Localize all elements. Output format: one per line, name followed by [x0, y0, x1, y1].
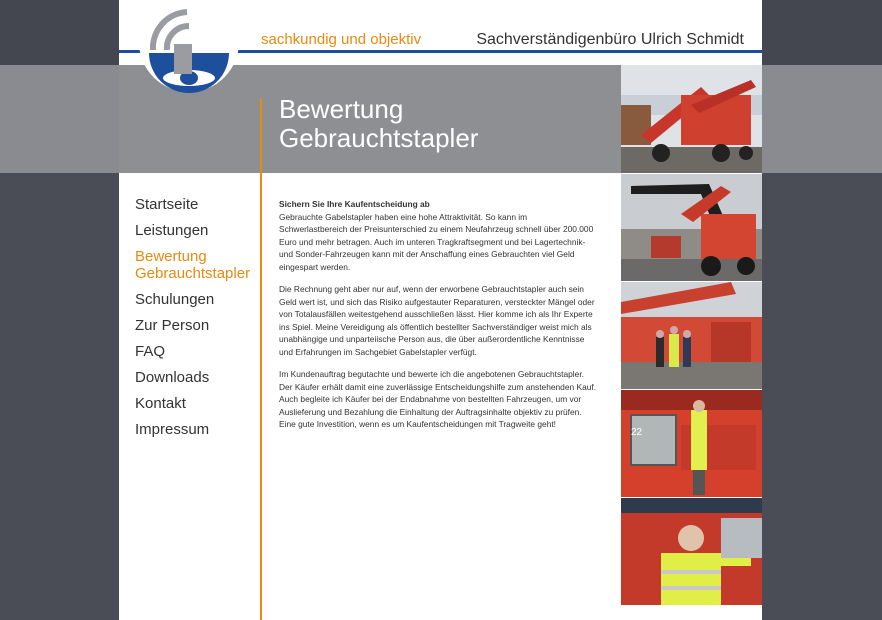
nav-item-zur-person[interactable]: Zur Person	[135, 317, 210, 334]
nav-item-bewertung-gebrauchtstapler[interactable]: Bewertung Gebrauchtstapler	[135, 248, 251, 282]
office-name: Sachverständigenbüro Ulrich Schmidt	[476, 31, 744, 48]
nav-item-impressum[interactable]: Impressum	[135, 421, 210, 438]
nav-item-kontakt[interactable]: Kontakt	[135, 395, 186, 412]
main-navigation	[135, 196, 260, 447]
page-title-line-1: Bewertung	[279, 94, 404, 124]
page-container	[119, 0, 762, 620]
nav-item-faq[interactable]: FAQ	[135, 343, 166, 360]
page-title	[279, 95, 478, 153]
photo-inspection-team	[621, 282, 762, 389]
photo-column	[621, 65, 762, 605]
photo-cab-worker	[621, 390, 762, 497]
content-lead: Sichern Sie Ihre Kaufentscheidung ab	[279, 199, 430, 209]
page-title-line-2: Gebrauchtstapler	[279, 123, 479, 153]
nav-item-schulungen[interactable]: Schulungen	[135, 291, 215, 308]
content-paragraph-3: Im Kundenauftrag begutachte und bewerte ich die angebotenen Gebrauchtstapler. Der Käufer erhält damit eine zuverlässige Entscheidungshilfe zum anstehenden Kauf. Auch begleite ich Käufer bei der Endabnahme von bestellten Fahrzeugen, um vor Auslieferung und Bezahlung die Einhaltung der Auftragsinhalte objektiv zu prüfen. Eine gute Investition, wenn es um Kaufentscheidungen mit Tragweite geht!	[279, 369, 597, 429]
content-paragraph-2: Die Rechnung geht aber nur auf, wenn der erworbene Gebrauchtstapler auch sein Geld wert ist, und sich das Risiko aufgestauter Reparaturen, versteckter Mängel oder von Totalausfällen weitestgehend ausschließen lässt. Hier komme ich als Ihr Experte ins Spiel. Meine Vereidigung als öffentlich bestellter Sachverständiger weist mich als unabhängige und unparteiische Person aus, die über außerordentliche Kenntnisse und Erfahrungen im Sachgebiet Gabelstapler verfügt.	[279, 284, 595, 357]
content-text-1: Gebrauchte Gabelstapler haben eine hohe Attraktivität. So kann im Schwerlastbereich der Preisunterschied zu einem Neufahrzeug schnell über 200.000 Euro und mehr betragen. Auch im unteren Tragkraftsegment und bei Lagertechnik- und Sonder-Fahrzeugen kann mit der Anschaffung eines Gebrauchten viel Geld eingespart werden.	[279, 211, 594, 272]
content-paragraph-1	[279, 198, 597, 273]
nav-item-startseite[interactable]: Startseite	[135, 196, 199, 213]
tagline: sachkundig und objektiv	[261, 31, 422, 48]
main-content	[279, 198, 597, 441]
photo-inspector-portrait	[621, 498, 762, 605]
nav-item-downloads[interactable]: Downloads	[135, 369, 210, 386]
svg-text:22: 22	[631, 427, 643, 438]
content-divider	[260, 98, 262, 620]
nav-item-leistungen[interactable]: Leistungen	[135, 222, 209, 239]
photo-reachstacker-2	[621, 174, 762, 281]
photo-reachstacker-1	[621, 65, 762, 173]
logo-icon[interactable]	[119, 0, 249, 100]
